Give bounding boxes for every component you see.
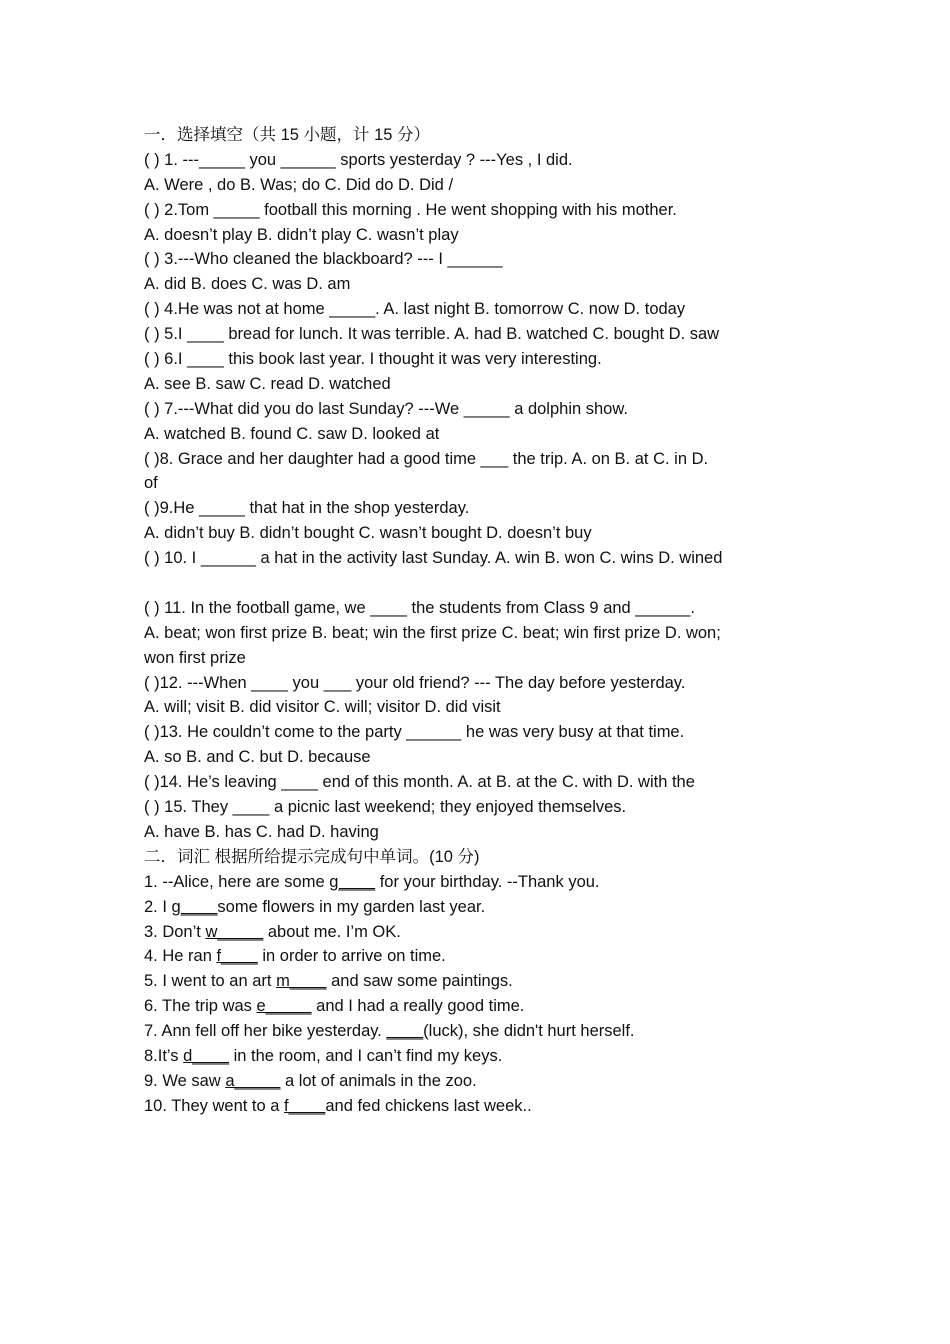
text-line: A. so B. and C. but D. because bbox=[144, 748, 371, 767]
text-line: ( ) 7.---What did you do last Sunday? ---We _____ a dolphin show. bbox=[144, 399, 628, 418]
text-line: A. beat; won first prize B. beat; win the first prize C. beat; win first prize D. won; bbox=[144, 623, 721, 642]
line-text: (luck), she didn't hurt herself. bbox=[423, 1022, 635, 1041]
line-text: for your birthday. --Thank you. bbox=[375, 872, 600, 891]
answer-blank: f____ bbox=[284, 1096, 326, 1115]
answer-blank: m____ bbox=[276, 972, 327, 991]
text-line: ( )14. He’s leaving ____ end of this month. A. at B. at the C. with D. with the bbox=[144, 773, 695, 792]
text-line: ( )8. Grace and her daughter had a good time ___ the trip. A. on B. at C. in D. bbox=[144, 449, 709, 468]
line-text: and fed chickens last week.. bbox=[325, 1096, 532, 1115]
text-line bbox=[144, 1019, 824, 1044]
answer-blank: w_____ bbox=[205, 922, 264, 941]
line-text: about me. I’m OK. bbox=[263, 922, 401, 941]
text-line: of bbox=[144, 474, 158, 493]
line-text: 4. He ran bbox=[144, 947, 217, 966]
answer-blank: g____ bbox=[171, 897, 218, 916]
text-line: ( ) 2.Tom _____ football this morning . He went shopping with his mother. bbox=[144, 200, 677, 219]
text-line: ( ) 5.I ____ bread for lunch. It was terrible. A. had B. watched C. bought D. saw bbox=[144, 325, 720, 344]
line-text: and saw some paintings. bbox=[326, 972, 513, 991]
text-line bbox=[144, 895, 824, 920]
line-text: 9. We saw bbox=[144, 1071, 226, 1090]
text-line: ( ) 1. ---_____ you ______ sports yesterday ? ---Yes , I did. bbox=[144, 150, 573, 169]
text-line bbox=[144, 994, 824, 1019]
text-line bbox=[144, 969, 824, 994]
text-line: ( ) 15. They ____ a picnic last weekend; they enjoyed themselves. bbox=[144, 798, 627, 817]
line-text: 8.It’s bbox=[144, 1046, 184, 1065]
text-line: ( )12. ---When ____ you ___ your old friend? --- The day before yesterday. bbox=[144, 673, 686, 692]
text-line: A. watched B. found C. saw D. looked at bbox=[144, 424, 440, 443]
text-line bbox=[144, 1069, 824, 1094]
line-text: some flowers in my garden last year. bbox=[217, 897, 486, 916]
text-line: A. Were , do B. Was; do C. Did do D. Did / bbox=[144, 175, 454, 194]
text-line: ( )9.He _____ that hat in the shop yesterday. bbox=[144, 499, 470, 518]
line-text: 6. The trip was bbox=[144, 997, 257, 1016]
answer-blank: e_____ bbox=[256, 997, 312, 1016]
text-line: ( )13. He couldn’t come to the party ______ he was very busy at that time. bbox=[144, 723, 685, 742]
text-line: ( ) 3.---Who cleaned the blackboard? --- I ______ bbox=[144, 250, 503, 269]
text-line: A. doesn’t play B. didn’t play C. wasn’t play bbox=[144, 225, 459, 244]
text-line: won first prize bbox=[144, 648, 246, 667]
text-line bbox=[144, 870, 824, 895]
text-line bbox=[144, 1094, 824, 1119]
answer-blank: g____ bbox=[329, 872, 376, 891]
line-text: 1. --Alice, here are some bbox=[144, 872, 330, 891]
text-line: A. have B. has C. had D. having bbox=[144, 822, 379, 841]
line-text: in order to arrive on time. bbox=[257, 947, 446, 966]
text-line: A. didn’t buy B. didn’t bought C. wasn’t bought D. doesn’t buy bbox=[144, 524, 592, 543]
text-line: ( ) 6.I ____ this book last year. I thought it was very interesting. bbox=[144, 350, 602, 369]
answer-blank: ____ bbox=[386, 1022, 424, 1041]
text-line: A. will; visit B. did visitor C. will; visitor D. did visit bbox=[144, 698, 501, 717]
text-line bbox=[144, 920, 824, 945]
line-text: 7. Ann fell off her bike yesterday. bbox=[144, 1022, 387, 1041]
line-text: 10. They went to a bbox=[144, 1096, 285, 1115]
line-text: a lot of animals in the zoo. bbox=[280, 1071, 477, 1090]
answer-blank: a_____ bbox=[225, 1071, 281, 1090]
text-line bbox=[144, 1044, 824, 1069]
text-line: ( ) 4.He was not at home _____. A. last night B. tomorrow C. now D. today bbox=[144, 300, 686, 319]
worksheet-document bbox=[144, 123, 824, 1119]
answer-blank: d____ bbox=[183, 1046, 230, 1065]
text-line: A. did B. does C. was D. am bbox=[144, 275, 351, 294]
text-line: 二．词汇 根据所给提示完成句中单词。(10 分) bbox=[144, 847, 480, 866]
line-text: and I had a really good time. bbox=[311, 997, 525, 1016]
line-text: 2. I bbox=[144, 897, 172, 916]
text-line: ( ) 11. In the football game, we ____ the students from Class 9 and ______. bbox=[144, 598, 695, 617]
text-line: ( ) 10. I ______ a hat in the activity last Sunday. A. win B. won C. wins D. wined bbox=[144, 549, 723, 568]
line-text: 3. Don’t bbox=[144, 922, 206, 941]
text-line: 一．选择填空（共 15 小题，计 15 分） bbox=[144, 126, 431, 144]
line-text: in the room, and I can’t find my keys. bbox=[229, 1046, 503, 1065]
answer-blank: f____ bbox=[216, 947, 258, 966]
text-line: A. see B. saw C. read D. watched bbox=[144, 374, 391, 393]
line-text: 5. I went to an art bbox=[144, 972, 277, 991]
text-line bbox=[144, 944, 824, 969]
